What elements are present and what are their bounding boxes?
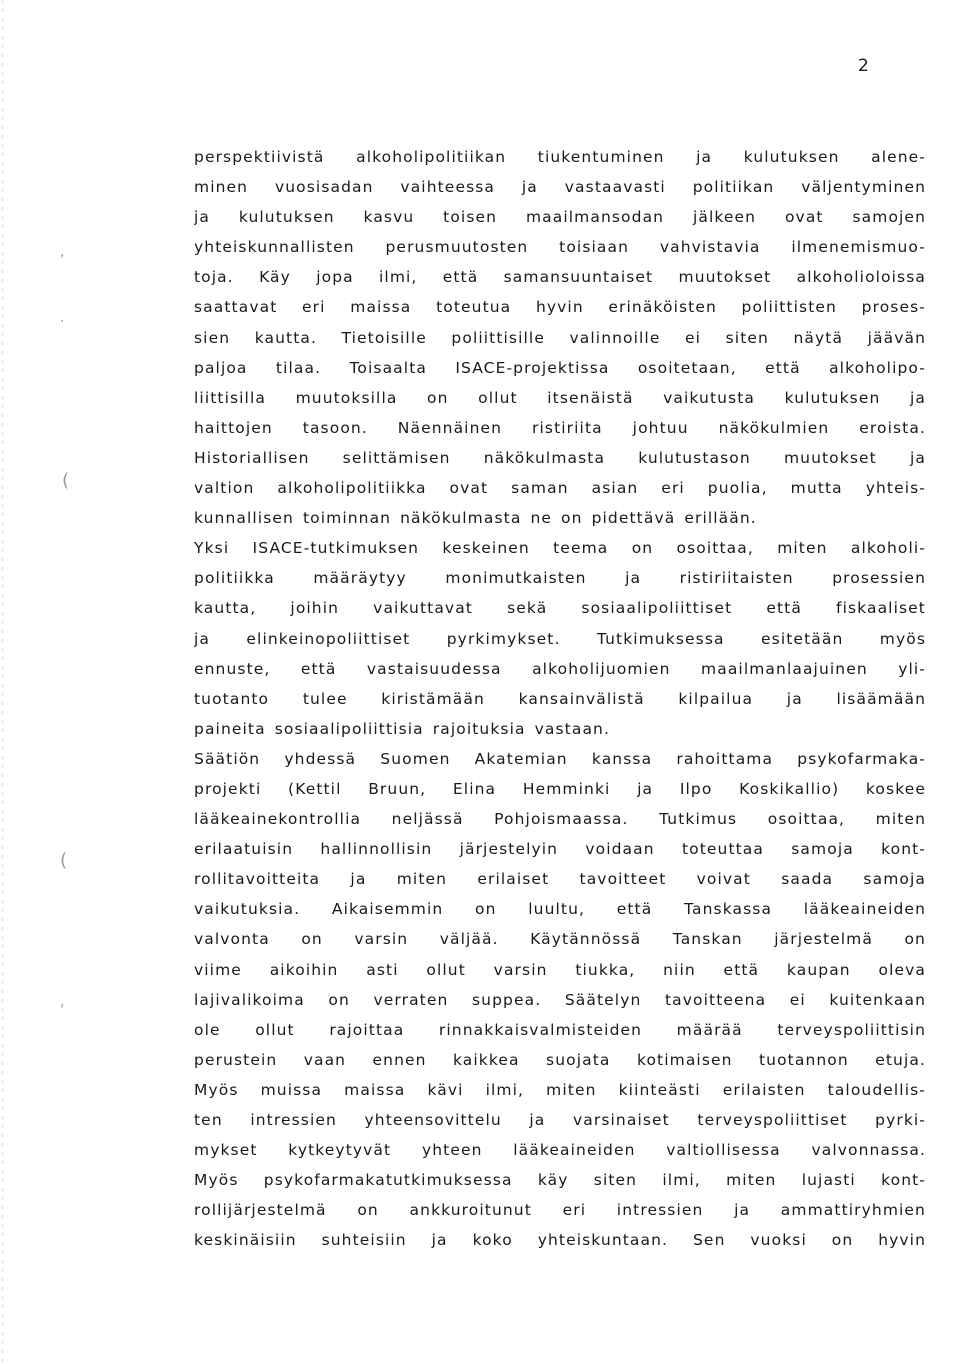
text-line: valtion alkoholipolitiikka ovat saman asian eri puolia, mutta yhteis- xyxy=(194,479,926,498)
text-line: valvonta on varsin väljää. Käytännössä Tanskan järjestelmä on xyxy=(194,930,926,949)
text-line: Myös psykofarmakatutkimuksessa käy siten ilmi, miten lujasti kont- xyxy=(194,1171,926,1190)
scan-edge-line xyxy=(2,0,3,1364)
text-line: yhteiskunnallisten perusmuutosten toisiaan vahvistavia ilmenemismuo- xyxy=(194,238,926,257)
text-line: kautta, joihin vaikuttavat sekä sosiaalipoliittiset että fiskaaliset xyxy=(194,599,926,618)
body-text xyxy=(194,142,926,1255)
text-line: lääkeainekontrollia neljässä Pohjoismaassa. Tutkimus osoittaa, miten xyxy=(194,810,926,829)
scan-artifact-mark: , xyxy=(60,244,65,260)
text-line: toja. Käy jopa ilmi, että samansuuntaiset muutokset alkoholioloissa xyxy=(194,268,926,287)
text-line: projekti (Kettil Bruun, Elina Hemminki ja Ilpo Koskikallio) koskee xyxy=(194,779,926,798)
scan-artifact-mark: . xyxy=(60,310,65,326)
text-line: Historiallisen selittämisen näkökulmasta kulutustason muutokset ja xyxy=(194,448,926,467)
text-line: mykset kytkeytyvät yhteen lääkeaineiden valtiollisessa valvonnassa. xyxy=(194,1141,926,1160)
text-line: Yksi ISACE-tutkimuksen keskeinen teema on osoittaa, miten alkoholi- xyxy=(194,539,926,558)
text-line: Myös muissa maissa kävi ilmi, miten kiinteästi erilaisten taloudellis- xyxy=(194,1080,926,1099)
text-line: liittisilla muutoksilla on ollut itsenäistä vaikutusta kulutuksen ja xyxy=(194,388,926,407)
text-line: lajivalikoima on verraten suppea. Säätelyn tavoitteena ei kuitenkaan xyxy=(194,990,926,1009)
text-line: perspektiivistä alkoholipolitiikan tiukentuminen ja kulutuksen alene- xyxy=(194,148,926,166)
text-line: ennuste, että vastaisuudessa alkoholijuomien maailmanlaajuinen yli- xyxy=(194,659,926,678)
text-line: ja elinkeinopoliittiset pyrkimykset. Tutkimuksessa esitetään myös xyxy=(194,629,926,648)
text-line: haittojen tasoon. Näennäinen ristiriita johtuu näkökulmien eroista. xyxy=(194,418,926,437)
text-line: ole ollut rajoittaa rinnakkaisvalmisteiden määrää terveyspoliittisin xyxy=(194,1020,926,1039)
text-line: saattavat eri maissa toteutua hyvin erinäköisten poliittisten proses- xyxy=(194,298,926,317)
text-line: viime aikoihin asti ollut varsin tiukka, niin että kaupan oleva xyxy=(194,960,926,979)
scan-artifact-punch-hole: ( xyxy=(62,470,70,491)
text-line: rollitavoitteita ja miten erilaiset tavoitteet voivat saada samoja xyxy=(194,870,926,889)
text-line: rollijärjestelmä on ankkuroitunut eri intressien ja ammattiryhmien xyxy=(194,1201,926,1220)
text-line: ja kulutuksen kasvu toisen maailmansodan jälkeen ovat samojen xyxy=(194,208,926,227)
text-line: keskinäisiin suhteisiin ja koko yhteiskuntaan. Sen vuoksi on hyvin xyxy=(194,1231,926,1250)
text-line: tuotanto tulee kiristämään kansainvälistä kilpailua ja lisäämään xyxy=(194,689,926,708)
text-line: ten intressien yhteensovittelu ja varsinaiset terveyspoliittiset pyrki- xyxy=(194,1111,926,1129)
text-line: perustein vaan ennen kaikkea suojata kotimaisen tuotannon etuja. xyxy=(194,1050,926,1069)
scan-artifact-punch-hole: ( xyxy=(60,850,68,871)
text-line: paineita sosiaalipoliittisia rajoituksia vastaan. xyxy=(194,719,610,738)
text-line: vaikutuksia. Aikaisemmin on luultu, että Tanskassa lääkeaineiden xyxy=(194,900,926,919)
text-line: kunnallisen toiminnan näkökulmasta ne on pidettävä erillään. xyxy=(194,509,757,528)
text-line: minen vuosisadan vaihteessa ja vastaavasti politiikan väljentyminen xyxy=(194,178,926,197)
text-line: paljoa tilaa. Toisaalta ISACE-projektissa osoitetaan, että alkoholipo- xyxy=(194,358,926,377)
text-line: erilaatuisin hallinnollisin järjestelyin voidaan toteuttaa samoja kont- xyxy=(194,840,926,859)
scan-artifact-mark: , xyxy=(60,994,65,1010)
page-number: 2 xyxy=(858,56,870,76)
text-line: Säätiön yhdessä Suomen Akatemian kanssa rahoittama psykofarmaka- xyxy=(194,749,926,768)
text-line: sien kautta. Tietoisille poliittisille valinnoille ei siten näytä jäävän xyxy=(194,328,926,347)
text-line: politiikka määräytyy monimutkaisten ja ristiriitaisten prosessien xyxy=(194,569,926,588)
